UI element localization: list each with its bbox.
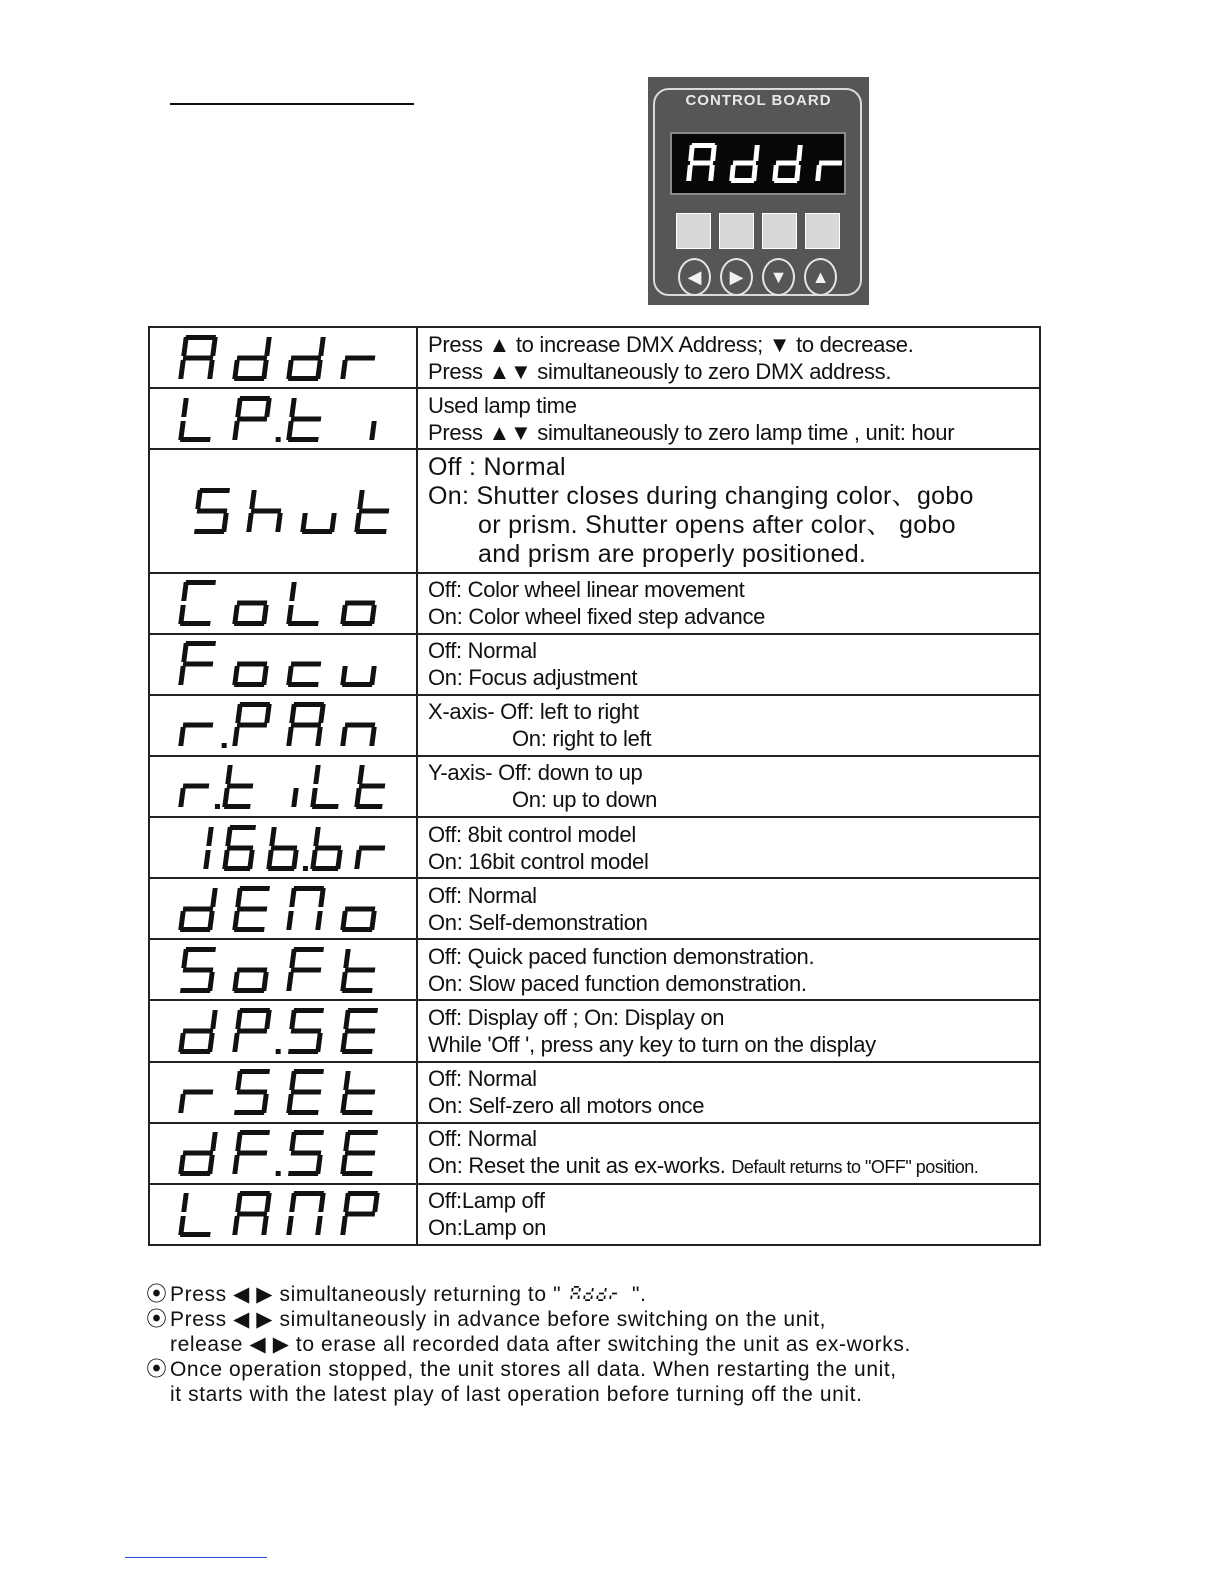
table-row: [149, 634, 1040, 695]
board-key-3: [762, 213, 797, 249]
board-arrow-keys: [678, 258, 838, 298]
desc-line: Off: 8bit control model: [428, 821, 636, 847]
segment-code-rset: [172, 1066, 402, 1118]
table-row: [149, 1123, 1040, 1184]
desc-line: On: 16bit control model: [428, 848, 649, 874]
note-2-cont: release ◀ ▶ to erase all recorded data after switching the unit as ex-works.: [170, 1333, 911, 1356]
desc-cell: [417, 878, 1040, 939]
target-bullet-icon: ⦿: [146, 1358, 168, 1381]
settings-table: [148, 326, 1041, 1246]
segment-code-focu: [172, 638, 402, 690]
board-key-4: [805, 213, 840, 249]
desc-line: Off:Lamp off: [428, 1188, 545, 1214]
note-text: ".: [625, 1283, 647, 1306]
segment-code-rpan: [172, 699, 402, 751]
desc-segment-small: Default returns to "OFF" position.: [731, 1157, 979, 1178]
desc-line: While 'Off ', press any key to turn on the display: [428, 1031, 876, 1057]
segment-code-rtilt: [172, 760, 402, 812]
segment-code-lamp: [172, 1188, 402, 1240]
code-cell: [149, 573, 417, 634]
desc-line: and prism are properly positioned.: [478, 539, 867, 568]
table-row: [149, 878, 1040, 939]
code-cell: [149, 1184, 417, 1245]
code-cell: [149, 1123, 417, 1184]
board-label: CONTROL BOARD: [671, 90, 846, 112]
desc-line: On: Slow paced function demonstration.: [428, 970, 807, 996]
table-row: [149, 388, 1040, 449]
desc-line: [428, 1152, 1039, 1181]
desc-line: Press ▲▼ simultaneously to zero DMX address.: [428, 358, 892, 384]
control-board-photo: [648, 77, 869, 305]
board-key-1: [676, 213, 711, 249]
note-text: Once operation stopped, the unit stores all data. When restarting the unit,: [170, 1358, 897, 1381]
desc-cell: [417, 1184, 1040, 1245]
table-row: [149, 1184, 1040, 1245]
desc-line: Used lamp time: [428, 392, 577, 418]
code-cell: [149, 1000, 417, 1061]
desc-cell: [417, 1123, 1040, 1184]
desc-cell: [417, 695, 1040, 756]
right-arrow-icon: ▶: [720, 258, 753, 296]
code-cell: [149, 756, 417, 817]
table-row: [149, 695, 1040, 756]
addr-inline-code: [568, 1284, 626, 1304]
code-cell: [149, 939, 417, 1000]
desc-cell: [417, 1062, 1040, 1123]
desc-line: Press ▲▼ simultaneously to zero lamp time , unit: hour: [428, 419, 955, 445]
desc-cell: [417, 634, 1040, 695]
desc-segment: On: Reset the unit as ex-works.: [428, 1153, 726, 1179]
segment-code-dfse: [172, 1127, 402, 1179]
table-row: [149, 449, 1040, 572]
desc-line: X-axis- Off: left to right: [428, 699, 639, 725]
desc-cell: [417, 449, 1040, 572]
table-row: [149, 327, 1040, 388]
desc-line: On:Lamp on: [428, 1215, 547, 1241]
desc-line: Off: Normal: [428, 1126, 537, 1152]
desc-line: Off: Normal: [428, 882, 537, 908]
desc-line: On: Self-demonstration: [428, 909, 648, 935]
note-3-cont: it starts with the latest play of last operation before turning off the unit.: [170, 1383, 863, 1406]
note-2: [146, 1307, 1086, 1332]
note-text: Press ◀ ▶ simultaneously returning to ": [170, 1283, 568, 1306]
up-arrow-icon: ▲: [804, 258, 837, 296]
target-bullet-icon: ⦿: [146, 1283, 168, 1306]
notes: [146, 1282, 1086, 1407]
desc-line: Off : Normal: [428, 452, 566, 481]
desc-line: On: Color wheel fixed step advance: [428, 604, 766, 630]
desc-cell: [417, 327, 1040, 388]
desc-cell: [417, 817, 1040, 878]
code-cell: [149, 817, 417, 878]
table-row: [149, 573, 1040, 634]
desc-cell: [417, 388, 1040, 449]
segment-code-shut: [186, 485, 416, 537]
segment-code-colo: [172, 577, 402, 629]
desc-line: On: Self-zero all motors once: [428, 1093, 705, 1119]
desc-line: On: right to left: [512, 726, 652, 752]
footer-link-rule: [125, 1557, 267, 1558]
table-row: [149, 756, 1040, 817]
desc-line: Off: Normal: [428, 638, 537, 664]
desc-line: Off: Normal: [428, 1066, 537, 1092]
desc-line: Press ▲ to increase DMX Address; ▼ to decrease.: [428, 331, 914, 357]
board-display-digits: [672, 134, 844, 193]
desc-cell: [417, 756, 1040, 817]
segment-code-dpse: [172, 1005, 402, 1057]
board-key-2: [719, 213, 754, 249]
table-row: [149, 1062, 1040, 1123]
code-cell: [149, 1062, 417, 1123]
down-arrow-icon: ▼: [762, 258, 795, 296]
table-row: [149, 1000, 1040, 1061]
header-underline: [170, 103, 414, 105]
code-cell: [149, 695, 417, 756]
code-cell: [149, 634, 417, 695]
table-row: [149, 817, 1040, 878]
note-3: [146, 1357, 1086, 1382]
desc-cell: [417, 1000, 1040, 1061]
desc-line: On: up to down: [512, 787, 658, 813]
desc-line: On: Focus adjustment: [428, 665, 638, 691]
board-buttons: [676, 213, 844, 251]
segment-code-addr: [172, 332, 402, 384]
note-text: Press ◀ ▶ simultaneously in advance before switching on the unit,: [170, 1308, 827, 1331]
desc-line: On: Shutter closes during changing color、gobo: [428, 481, 974, 510]
left-arrow-icon: ◀: [678, 258, 711, 296]
desc-cell: [417, 573, 1040, 634]
segment-code-soft: [172, 944, 402, 996]
segment-code-lpti: [172, 393, 402, 445]
desc-line: Off: Quick paced function demonstration.: [428, 943, 815, 969]
code-cell: [149, 449, 417, 572]
code-cell: [149, 388, 417, 449]
segment-code-demo: [172, 883, 402, 935]
note-1: [146, 1282, 1086, 1307]
segment-code-16bbr: [172, 822, 402, 874]
board-display: [670, 132, 846, 195]
desc-line: Y-axis- Off: down to up: [428, 760, 643, 786]
desc-cell: [417, 939, 1040, 1000]
code-cell: [149, 327, 417, 388]
code-cell: [149, 878, 417, 939]
target-bullet-icon: ⦿: [146, 1308, 168, 1331]
table-row: [149, 939, 1040, 1000]
desc-line: Off: Display off ; On: Display on: [428, 1004, 725, 1030]
desc-line: Off: Color wheel linear movement: [428, 577, 745, 603]
desc-line: or prism. Shutter opens after color、 gobo: [478, 510, 956, 539]
